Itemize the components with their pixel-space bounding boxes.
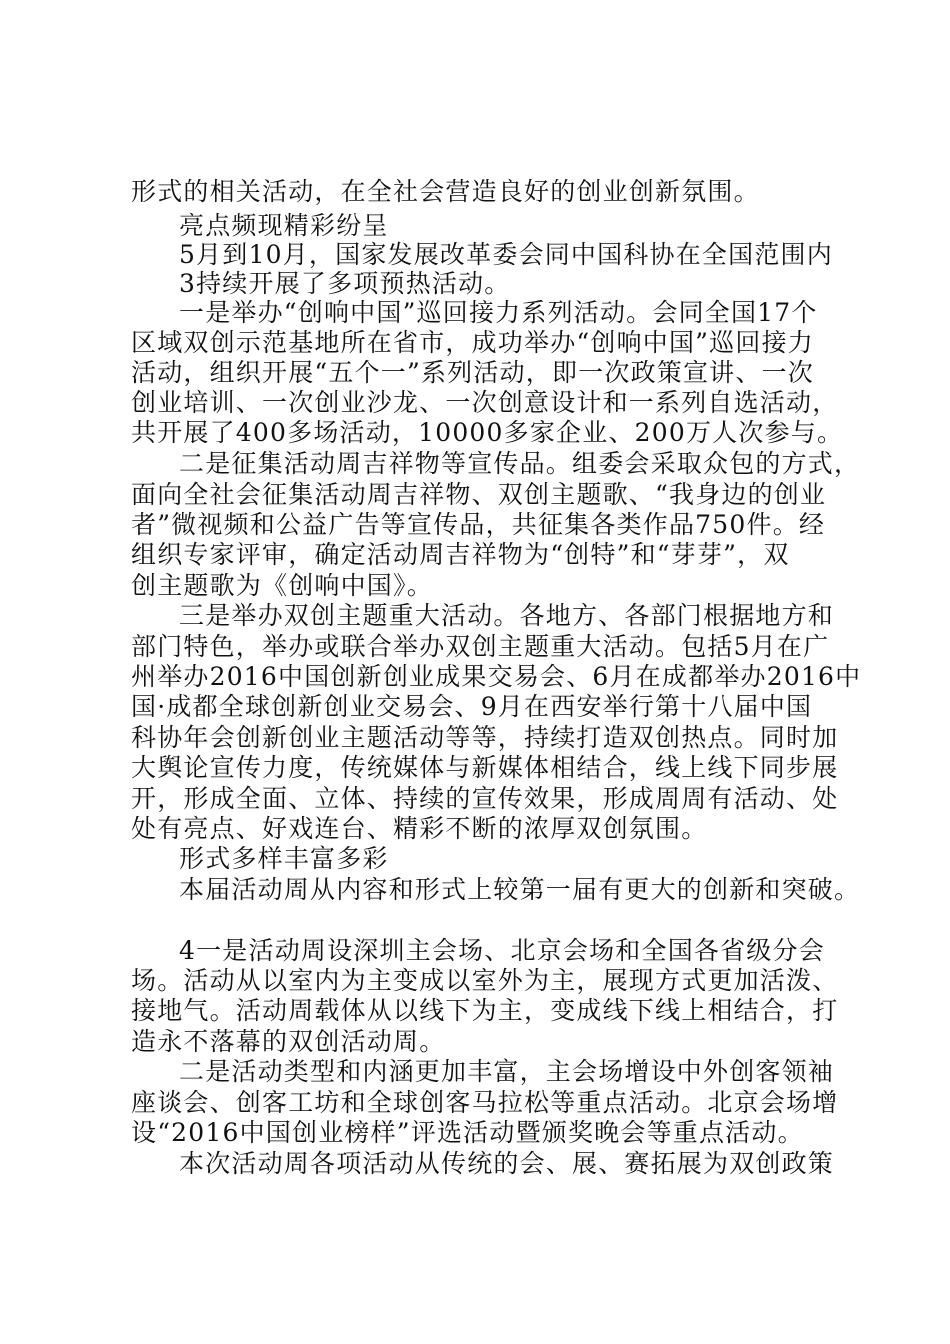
text-line: 大舆论宣传力度，传统媒体与新媒体相结合，线上线下同步展 xyxy=(131,753,839,782)
text-line: 二是活动类型和内涵更加丰富，主会场增设中外创客领袖 xyxy=(179,1057,835,1086)
text-line: 二是征集活动周吉祥物等宣传品。组委会采取众包的方式， xyxy=(179,449,861,478)
text-line: 活动，组织开展“五个一”系列活动，即一次政策宣讲、一次 xyxy=(131,358,814,387)
text-line: 本次活动周各项活动从传统的会、展、赛拓展为双创政策 xyxy=(179,1149,835,1178)
text-line: 区域双创示范基地所在省市，成功举办“创响中国”巡回接力 xyxy=(131,328,814,357)
text-line: 三是举办双创主题重大活动。各地方、各部门根据地方和 xyxy=(179,601,835,630)
text-line: 国·成都全球创新创业交易会、9月在西安举行第十八届中国 xyxy=(131,692,813,721)
text-line: 座谈会、创客工坊和全球创客马拉松等重点活动。北京会场增 xyxy=(131,1088,839,1117)
text-line: 组织专家评审，确定活动周吉祥物为“创特”和“芽芽”，双 xyxy=(131,540,790,569)
text-line: 5月到10月，国家发展改革委会同中国科协在全国范围内 xyxy=(179,240,833,269)
text-line: 4一是活动周设深圳主会场、北京会场和全国各省级分会 xyxy=(179,936,825,965)
section-heading: 形式多样丰富多彩 xyxy=(179,844,389,873)
text-line: 科协年会创新创业主题活动等等，持续打造双创热点。同时加 xyxy=(131,723,839,752)
text-line: 形式的相关活动，在全社会营造良好的创业创新氛围。 xyxy=(131,177,760,206)
text-line: 造永不落幕的双创活动周。 xyxy=(131,1027,446,1056)
text-line: 创业培训、一次创业沙龙、一次创意设计和一系列自选活动， xyxy=(131,388,839,417)
text-line: 3持续开展了多项预热活动。 xyxy=(179,269,511,298)
text-line: 州举办2016中国创新创业成果交易会、6月在成都举办2016中 xyxy=(131,662,862,691)
text-line: 一是举办“创响中国”巡回接力系列活动。会同全国17个 xyxy=(179,298,818,327)
text-line: 部门特色，举办或联合举办双创主题重大活动。包括5月在广 xyxy=(131,632,830,661)
text-line: 开，形成全面、立体、持续的宣传效果，形成周周有活动、处 xyxy=(131,784,839,813)
text-line: 接地气。活动周载体从以线下为主，变成线下线上相结合，打 xyxy=(131,996,839,1025)
text-line: 处有亮点、好戏连台、精彩不断的浓厚双创氛围。 xyxy=(131,814,708,843)
text-line: 创主题歌为《创响中国》。 xyxy=(131,571,433,600)
text-line: 场。活动从以室内为主变成以室外为主，展现方式更加活泼、 xyxy=(131,966,839,995)
text-line: 共开展了400多场活动，10000多家企业、200万人次参与。 xyxy=(131,418,844,447)
text-line: 者”微视频和公益广告等宣传品，共征集各类作品750件。经 xyxy=(131,510,826,539)
text-line: 设“2016中国创业榜样”评选活动暨颁奖晚会等重点活动。 xyxy=(131,1118,804,1147)
text-line: 本届活动周从内容和形式上较第一届有更大的创新和突破。 xyxy=(179,875,861,904)
section-heading: 亮点频现精彩纷呈 xyxy=(179,211,389,240)
text-line: 面向全社会征集活动周吉祥物、双创主题歌、“我身边的创业 xyxy=(131,480,827,509)
